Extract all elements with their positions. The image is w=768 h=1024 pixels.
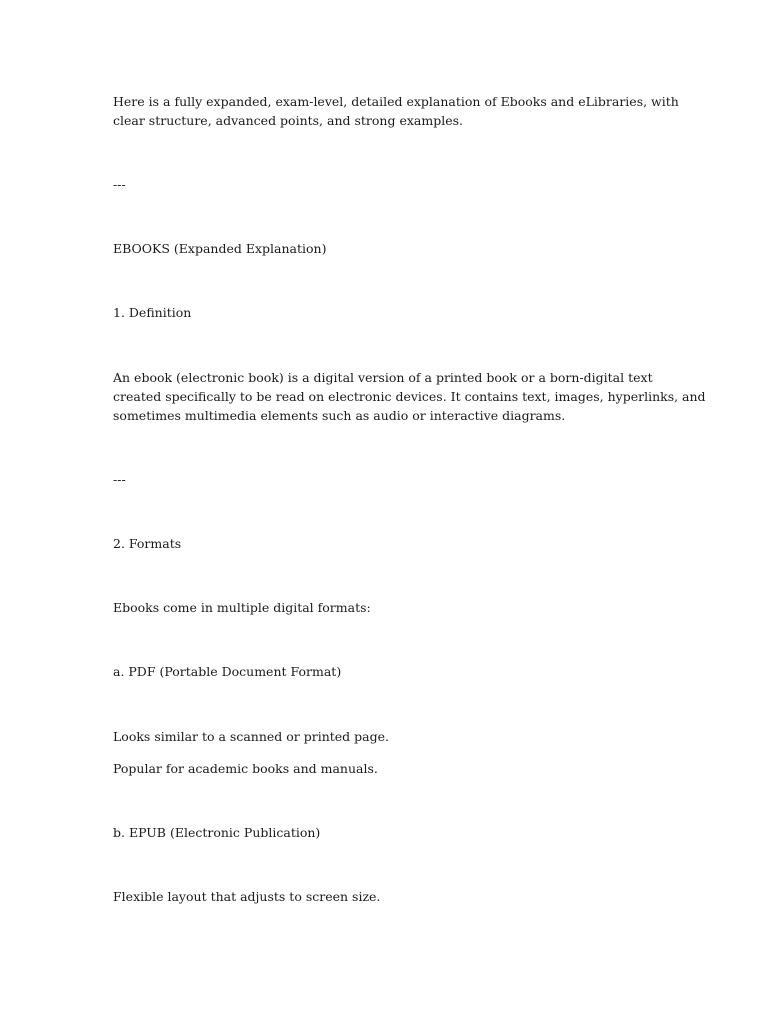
pdf-heading: a. PDF (Portable Document Format) [113,664,342,679]
definition-heading: 1. Definition [113,305,192,320]
formats-intro: Ebooks come in multiple digital formats: [113,600,371,615]
section-heading: EBOOKS (Expanded Explanation) [113,241,327,256]
formats-heading: 2. Formats [113,536,182,551]
separator: --- [113,177,126,192]
intro-line-2: clear structure, advanced points, and strong examples. [113,113,463,128]
epub-point: Flexible layout that adjusts to screen size. [113,889,381,904]
intro-line-1: Here is a fully expanded, exam-level, detailed explanation of Ebooks and eLibraries, with [113,94,679,109]
pdf-point: Looks similar to a scanned or printed page. [113,729,389,744]
definition-line-1: An ebook (electronic book) is a digital version of a printed book or a born-digital text [113,370,653,385]
pdf-point: Popular for academic books and manuals. [113,761,378,776]
separator: --- [113,472,126,487]
definition-line-2: created specifically to be read on electronic devices. It contains text, images, hyperlinks, and [113,389,706,404]
epub-heading: b. EPUB (Electronic Publication) [113,825,321,840]
definition-line-3: sometimes multimedia elements such as audio or interactive diagrams. [113,408,566,423]
